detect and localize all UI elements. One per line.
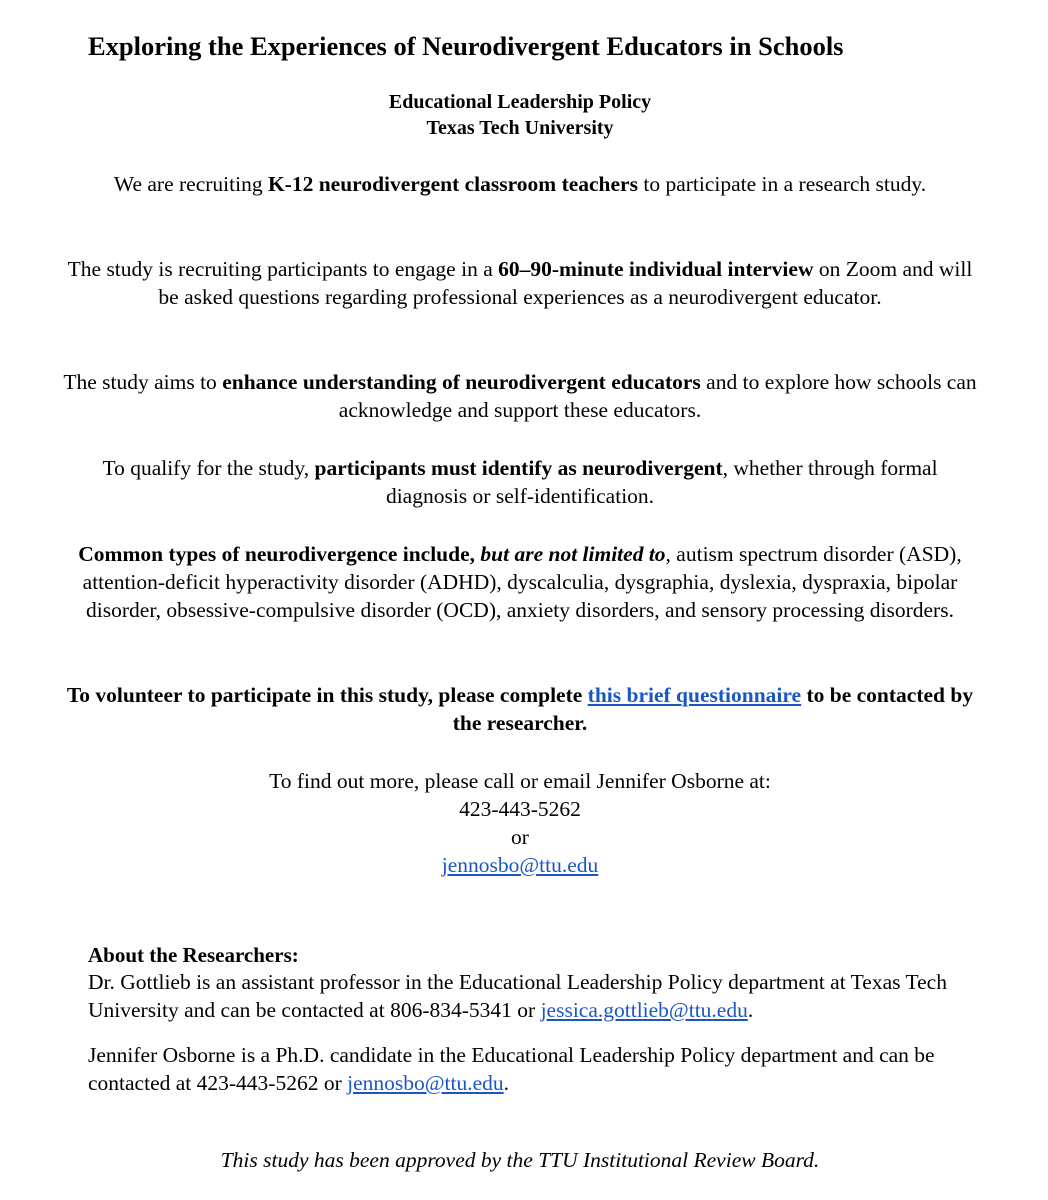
interview-paragraph [60, 255, 980, 311]
recruit-emphasis: K-12 neurodivergent classroom teachers [267, 172, 638, 196]
volunteer-text-end: to be contacted by the researcher. [452, 683, 974, 735]
osborne-period: . [503, 1071, 510, 1095]
page-title: Exploring the Experiences of Neurodivergent Educators in Schools [88, 31, 844, 61]
recruit-paragraph [80, 170, 960, 198]
university-name: Texas Tech University [426, 117, 614, 139]
affiliation [60, 89, 980, 141]
irb-approval-note: This study has been approved by the TTU Institutional Review Board. [220, 1148, 820, 1172]
contact-block [60, 767, 980, 879]
department-name: Educational Leadership Policy [388, 91, 652, 113]
gottlieb-text: Dr. Gottlieb is an assistant professor in the Educational Leadership Policy department at Texas Tech University and can be contacted at 806-834-5341 or [88, 970, 947, 1022]
types-paragraph [60, 540, 980, 624]
gottlieb-email-link[interactable]: jessica.gottlieb@ttu.edu [540, 998, 748, 1022]
interview-text-end: on Zoom and will be asked questions regarding professional experiences as a neurodivergent educator. [158, 257, 973, 309]
qualify-text: To qualify for the study, [102, 456, 315, 480]
interview-emphasis: 60–90-minute individual interview [498, 257, 814, 281]
contact-or: or [511, 825, 529, 849]
types-emphasis-italic: but are not limited to [480, 542, 666, 566]
contact-email-link[interactable]: jennosbo@ttu.edu [441, 853, 599, 877]
contact-intro: To find out more, please call or email Jennifer Osborne at: [269, 769, 771, 793]
about-heading: About the Researchers: [88, 943, 299, 967]
types-list: , autism spectrum disorder (ASD), attention-deficit hyperactivity disorder (ADHD), dyscalculia, dysgraphia, dyslexia, dyspraxia, bipolar disorder, obsessive-compulsive disorder (OCD), anxiety disorders, and sensory processing disorders. [82, 542, 962, 622]
about-gottlieb [88, 968, 988, 1024]
gottlieb-period: . [747, 998, 754, 1022]
volunteer-paragraph [60, 681, 980, 737]
questionnaire-link[interactable]: this brief questionnaire [587, 683, 802, 707]
qualify-paragraph [60, 454, 980, 510]
aims-text-end: and to explore how schools can acknowledge and support these educators. [338, 370, 977, 422]
recruit-text: We are recruiting [113, 172, 268, 196]
aims-emphasis: enhance understanding of neurodivergent educators [222, 370, 701, 394]
interview-text: The study is recruiting participants to engage in a [67, 257, 499, 281]
osborne-email-link[interactable]: jennosbo@ttu.edu [347, 1071, 504, 1095]
about-osborne [88, 1041, 988, 1097]
contact-phone: 423-443-5262 [459, 797, 581, 821]
aims-text: The study aims to [63, 370, 223, 394]
recruit-text-end: to participate in a research study. [637, 172, 927, 196]
osborne-text: Jennifer Osborne is a Ph.D. candidate in the Educational Leadership Policy department and can be contacted at 423-443-5262 or [88, 1043, 935, 1095]
volunteer-text: To volunteer to participate in this study, please complete [66, 683, 588, 707]
types-emphasis: Common types of neurodivergence include, [78, 542, 481, 566]
aims-paragraph [60, 368, 980, 424]
qualify-emphasis: participants must identify as neurodivergent [314, 456, 723, 480]
qualify-text-end: , whether through formal diagnosis or self-identification. [385, 456, 938, 508]
